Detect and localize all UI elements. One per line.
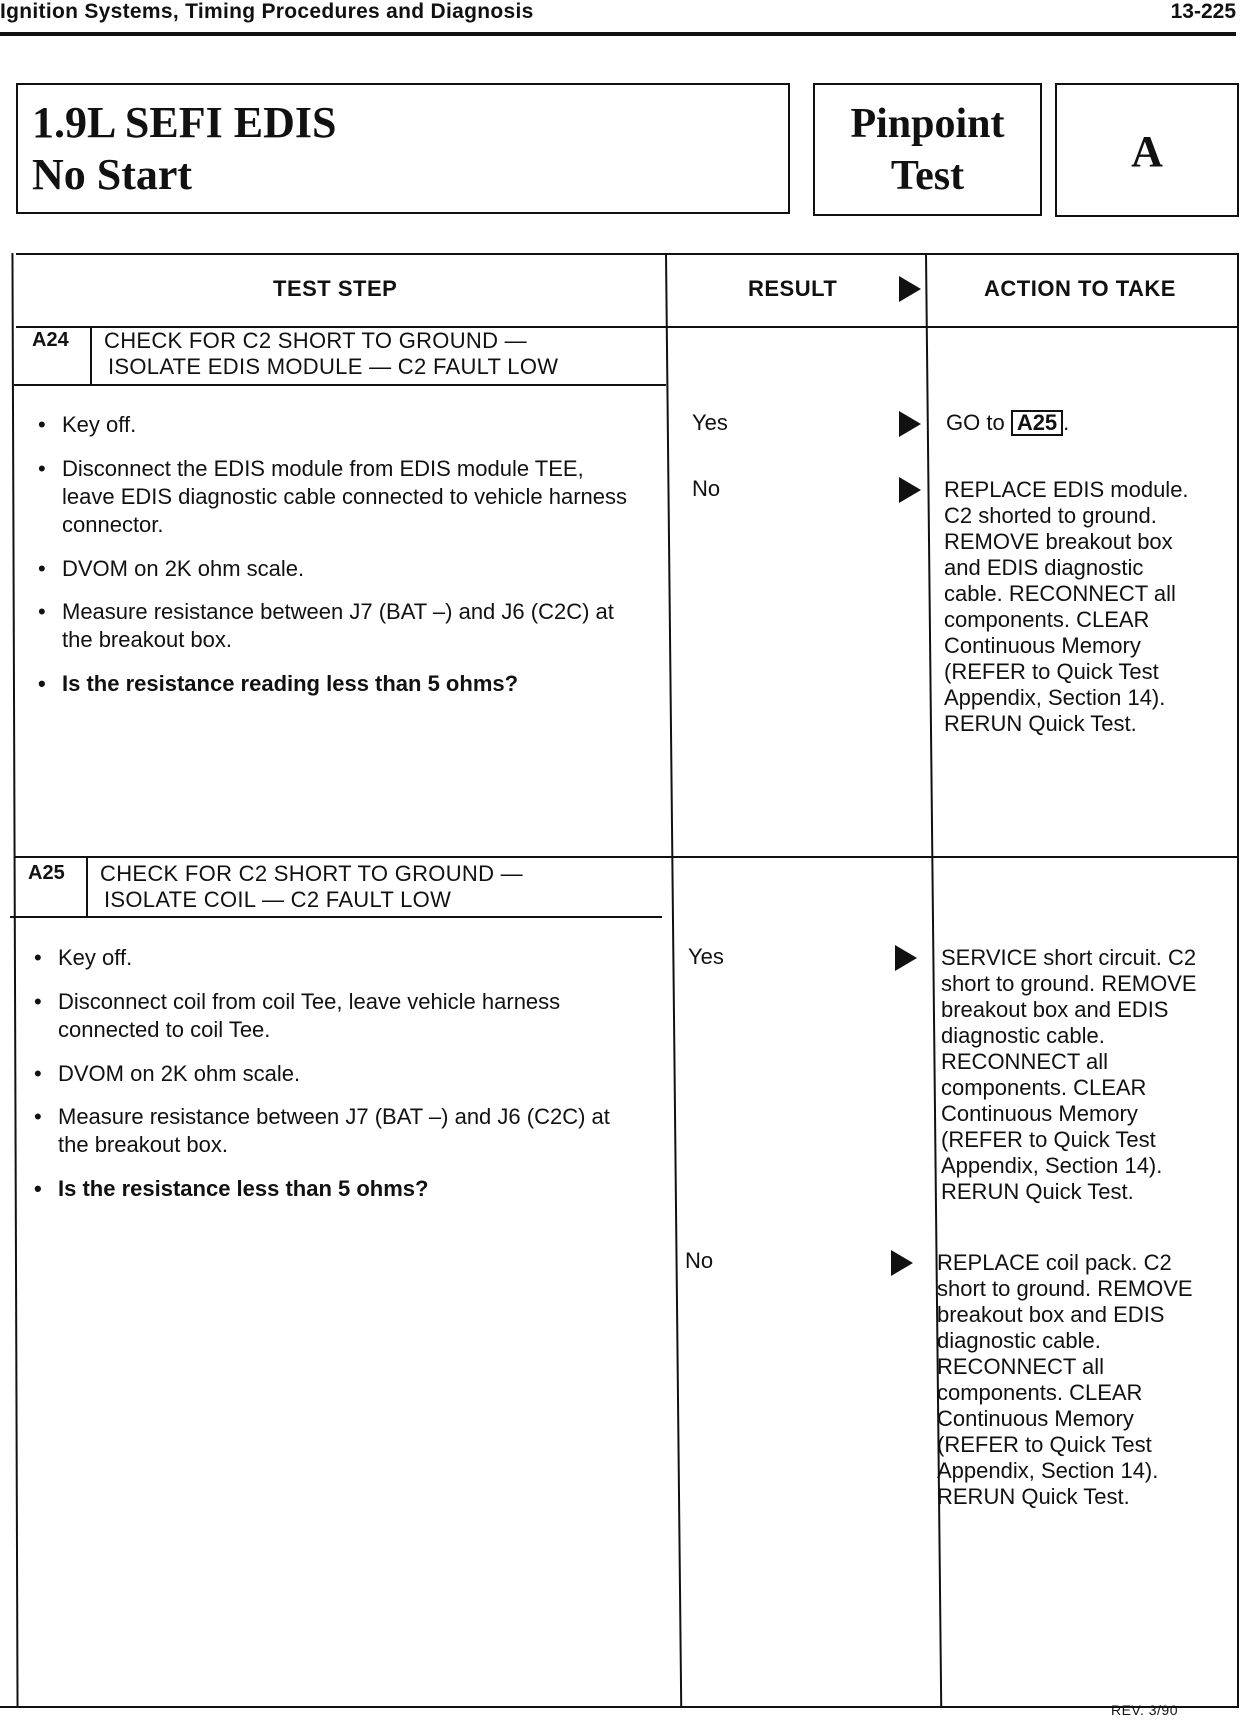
action-goto — [946, 410, 1204, 436]
action-goto-label: GO to — [946, 410, 1005, 435]
test-instruction: • Disconnect the EDIS module from EDIS module TEE, leave EDIS diagnostic cable connected to vehicle harness connector. — [38, 456, 628, 537]
test-instruction: • Key off. — [38, 412, 137, 437]
test-instruction: • Disconnect coil from coil Tee, leave vehicle harness connected to coil Tee. — [34, 989, 561, 1042]
procedure-title-line2: No Start — [32, 150, 193, 199]
test-question: • Is the resistance less than 5 ohms? — [34, 1176, 429, 1201]
step-id-divider — [90, 326, 92, 386]
result-column-divider — [665, 253, 682, 1708]
test-letter-box — [1055, 83, 1239, 217]
action-text: SERVICE short circuit. C2 short to ground. REMOVE breakout box and EDIS diagnostic cable. RECONNECT all components. CLEAR Continuous Memory (REFER to Quick Test Appendix, Section 14). RERUN Quick Test. — [941, 945, 1197, 1204]
step-id: A24 — [32, 329, 69, 351]
column-header-action: ACTION TO TAKE — [984, 276, 1176, 301]
table-right-border — [1237, 253, 1239, 1708]
test-instruction: • Measure resistance between J7 (BAT –) and J6 (C2C) at the breakout box. — [38, 599, 614, 652]
table-bottom-border — [0, 1706, 1239, 1708]
header-rule — [0, 32, 1236, 36]
test-instruction: • Key off. — [34, 945, 133, 970]
pinpoint-label-line2: Test — [890, 153, 965, 199]
pinpoint-test-box — [813, 83, 1042, 216]
section-title: Ignition Systems, Timing Procedures and Diagnosis — [0, 0, 534, 23]
column-header-test-step: TEST STEP — [273, 276, 398, 301]
page-number: 13-225 — [1170, 0, 1236, 23]
step-title — [100, 861, 523, 913]
procedure-title-line1: 1.9L SEFI EDIS — [32, 98, 337, 147]
result-arrow-icon — [899, 477, 921, 503]
test-question: • Is the resistance reading less than 5 ohms? — [38, 671, 519, 696]
result-yes: Yes — [688, 944, 724, 969]
result-arrow-icon — [895, 945, 917, 971]
action-goto-suffix: . — [1063, 410, 1070, 435]
step-title-line2: ISOLATE COIL — C2 FAULT LOW — [104, 887, 452, 912]
result-yes: Yes — [692, 410, 728, 435]
pinpoint-label-line1: Pinpoint — [850, 101, 1005, 147]
test-letter: A — [1131, 127, 1163, 176]
step-id: A25 — [28, 862, 65, 884]
step-title — [104, 328, 558, 380]
result-no: No — [685, 1248, 714, 1273]
result-arrow-icon — [899, 411, 921, 437]
step-reference-link[interactable]: A25 — [1011, 410, 1063, 436]
step-title-underline — [10, 916, 662, 918]
action-text: REPLACE coil pack. C2 short to ground. REMOVE breakout box and EDIS diagnostic cable. RECONNECT all components. CLEAR Continuous Memory (REFER to Quick Test Appendix, Section 14). RERUN Quick Test. — [937, 1250, 1193, 1509]
table-top-border — [16, 253, 1239, 255]
column-header-result: RESULT — [748, 276, 838, 301]
step-title-line1: CHECK FOR C2 SHORT TO GROUND — — [104, 328, 527, 353]
test-instruction: • Measure resistance between J7 (BAT –) and J6 (C2C) at the breakout box. — [34, 1104, 610, 1157]
action-text: REPLACE EDIS module. C2 shorted to ground. REMOVE breakout box and EDIS diagnostic cable. RECONNECT all components. CLEAR Continuous Memory (REFER to Quick Test Appendix, Section 14). RERUN Quick Test. — [944, 477, 1189, 736]
revision-note: REV. 3/90 — [1110, 1702, 1178, 1718]
step-id-divider — [86, 858, 88, 918]
procedure-title-box — [16, 83, 790, 214]
step-title-underline — [14, 384, 666, 386]
result-header-arrow-icon — [899, 276, 921, 302]
result-arrow-icon — [891, 1250, 913, 1276]
test-instruction: • DVOM on 2K ohm scale. — [34, 1061, 301, 1086]
step-title-line2: ISOLATE EDIS MODULE — C2 FAULT LOW — [108, 354, 559, 379]
table-left-border — [11, 253, 18, 1708]
test-instruction: • DVOM on 2K ohm scale. — [38, 556, 305, 581]
result-no: No — [692, 476, 721, 501]
step-separator — [14, 856, 1239, 858]
step-title-line1: CHECK FOR C2 SHORT TO GROUND — — [100, 861, 523, 886]
